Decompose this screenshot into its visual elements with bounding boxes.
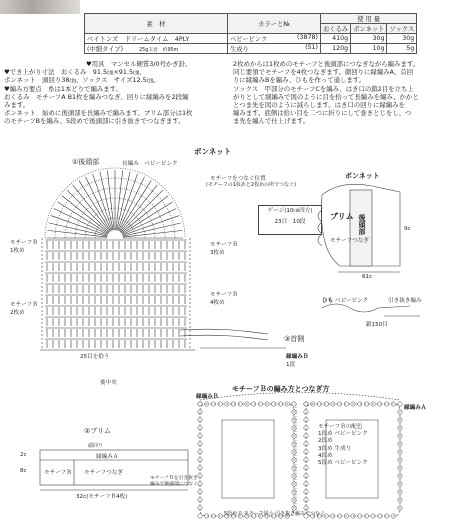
cm61-label: 61c (362, 274, 373, 280)
back-head-note: 長編み ベビーピンク (122, 161, 178, 167)
motif-edge-a: 縁編みＡ (404, 405, 427, 411)
header-okurumi: おくるみ (321, 24, 351, 34)
text-line: ♥でき上がり寸法 おくるみ 91.5㎝×91.5㎝、 (4, 68, 146, 77)
brim-side: 頭回り (88, 443, 104, 449)
row2-okurumi: 120g (321, 44, 351, 54)
stitch-ray (119, 180, 151, 231)
motif-join-label: モチーフをつなぐ位置 (210, 176, 266, 182)
text-line: とつま先を図のように減らします。はき口の回りに縁編みを (233, 101, 405, 110)
text-line: ♥用具 マンセル硬質3/0号かぎ針。 (86, 60, 192, 68)
header-socks: ソックス (387, 24, 417, 34)
text-line: 編みます。底側は拾い目を二つに折りにして巻きとじをし、つ (233, 109, 412, 118)
back-head-label: 後頭部 (358, 214, 366, 235)
picot-mark (198, 402, 202, 406)
header-usage: 使 用 量 (321, 14, 417, 24)
brim-motif: モチーフＢ (44, 470, 72, 476)
gauge-values: 23目 10段 (274, 219, 306, 225)
text-line: 2枚めからは1枚めのモチーフと後頭部につなぎながら編みます。 (233, 60, 420, 68)
motif-b2-label: モチーフＢ 2枚め (10, 302, 38, 316)
row2-bonnet: 10g (351, 44, 387, 54)
stitch-ray (123, 230, 183, 237)
text-line: ボンネット 始めに後頭部を長編みで編みます。ブリム部分は1枚 (4, 109, 193, 118)
motif-edge-b: 縁編みＢ (196, 394, 219, 400)
text-line: 同じ要領でモチーフを4枚つなぎます。顔回りに縁編みA、首回 (233, 68, 414, 77)
text-line: ソックス 甲部分のモチーフCを編み、はき口の鎖2目を立ち上 (233, 84, 414, 93)
motif-bottom-note: 5段めで モチーフ同士 引き抜き編みでつなぐ (224, 511, 326, 517)
brim-title: ②ブリム (84, 427, 111, 435)
text-line: ま先を編んで仕上げます。 (233, 117, 310, 126)
neck-rows: 1段 (286, 362, 296, 368)
stitch-ray (121, 190, 163, 232)
brim-label: ブリム (330, 212, 354, 221)
header-material: 素 材 (85, 14, 228, 34)
brim-join: モチーフつなぎ (84, 470, 123, 476)
row1-socks: 30g (387, 34, 417, 44)
picot-mark (398, 402, 402, 406)
brim-cm8: 8c (20, 468, 27, 474)
stitch-ray (85, 177, 111, 231)
header-bonnet: ボンネット (351, 24, 387, 34)
row1-okurumi: 410g (321, 34, 351, 44)
brim-right-note: モチーフＢを引き抜き編みで後頭部につなぐ (150, 476, 198, 487)
text-line: おくるみ モチーフA B1枚を編みつなぎ、回りに縁編みを2段編 (4, 92, 189, 101)
back-head-title: ①後頭部 (72, 158, 100, 166)
motif-b3-label: モチーフＢ 3枚め (210, 242, 238, 256)
brim-cm2: 2c (20, 452, 27, 458)
motif-b-title: モチーフＢの編み方とつなぎ方 (232, 385, 330, 393)
color-title: モチーフＢの配色 (318, 424, 363, 430)
text-line: ♥編み方要点 糸は1本どりで編みます。 (4, 84, 122, 93)
bonnet-right-title: ボンネット (345, 172, 380, 180)
row1-color: ベビーピンク (3878) (228, 34, 321, 44)
gauge-label: ゲージ(10㎝四方) (267, 208, 313, 214)
stitch-ray (116, 170, 123, 230)
row1-bonnet: 30g (351, 34, 387, 44)
motif-b1-label: モチーフＢ 1枚め (10, 240, 38, 254)
center-back: 後中央 (100, 380, 117, 386)
stitch-ray (122, 202, 173, 234)
stitch-ray (107, 170, 114, 230)
brim-bottom: 32c(モチーフＢ4枚) (76, 494, 128, 500)
bonnet-title: ボンネット (194, 147, 232, 156)
row1-material: ベイトンズ ドリームタイム 4PLY (85, 34, 228, 44)
picot-mark (304, 402, 308, 406)
brim-edge-a: 縁編みＡ (96, 454, 119, 460)
bottom-count: 25目を拾う (80, 354, 110, 360)
himo-pull: 引き抜き編み (388, 298, 422, 304)
text-line: のモチーフBを編み、5段めで後頭部に引き抜きでつなぎます。 (4, 117, 185, 126)
motif-join-sub: (モチーフの1枚めと2枚めの所でつなぐ) (206, 182, 297, 188)
motif-join-text: モチーフつなぎ (330, 238, 369, 244)
picot-mark (292, 402, 296, 406)
himo-title: ひも ベビーピンク (322, 298, 369, 304)
stitch-ray (67, 190, 109, 232)
row2-material: (中細タイプ) 25g玉巻 約95m (85, 44, 228, 54)
text-line: がりとして細編みで図のように目を拾って長編みを編み、かかと (233, 92, 419, 101)
stitch-ray (47, 230, 107, 237)
cm9-label: 9c (404, 226, 411, 232)
himo-len: 鎖150目 (366, 322, 388, 328)
row2-color: 生成り (51) (228, 44, 321, 54)
gauge-box (258, 205, 322, 235)
neck-title: ③首側 (284, 335, 305, 343)
color-legend: モチーフＢの配色 1段め ベビーピンク 2段め 3段め 生成り 4段め 5段め ベビーピンク (318, 424, 368, 467)
header-color: カラーと№ (228, 14, 321, 34)
motif-b4-label: モチーフＢ 4枚め (210, 292, 238, 306)
text-line: みます。 (4, 101, 30, 110)
text-line: りに縁編みBを編み、ひもを作って通します。 (233, 76, 366, 85)
picot-mark (198, 514, 202, 518)
stitch-ray (79, 180, 111, 231)
stitch-ray (57, 202, 108, 234)
row2-socks: 5g (387, 44, 417, 54)
neck-edge-label: 縁編みＢ (286, 354, 309, 360)
text-line: ボンネット 頭回り38㎝、ソックス サイズ12.5㎝。 (4, 76, 160, 85)
